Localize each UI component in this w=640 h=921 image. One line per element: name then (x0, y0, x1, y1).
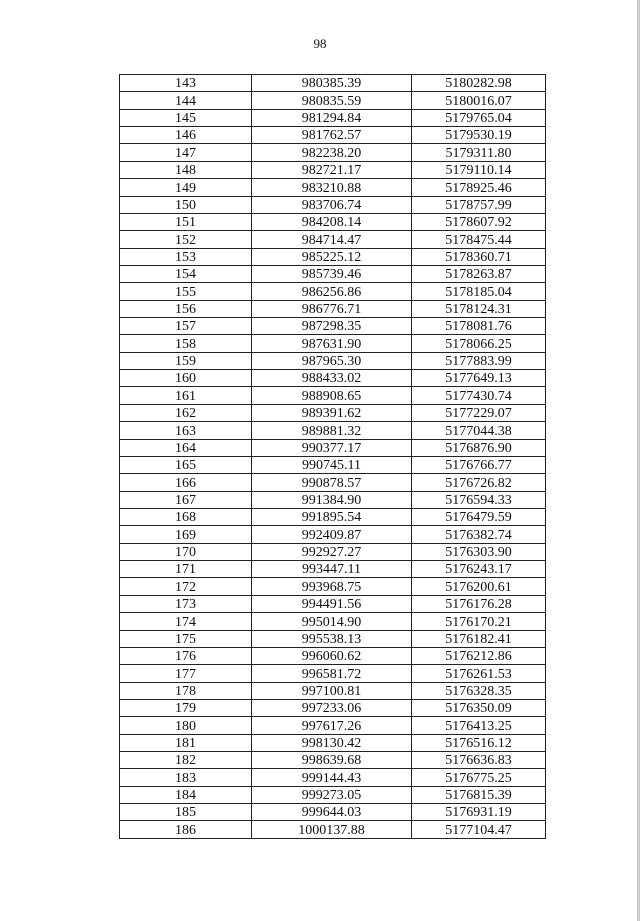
point-number-cell: 168 (120, 508, 252, 525)
table-row (120, 283, 546, 300)
y-coordinate-cell: 5178263.87 (412, 265, 546, 282)
x-coordinate-cell: 987298.35 (252, 318, 412, 335)
point-number-cell: 181 (120, 734, 252, 751)
x-coordinate-cell: 997100.81 (252, 682, 412, 699)
table-row (120, 92, 546, 109)
x-coordinate-cell: 998639.68 (252, 752, 412, 769)
table-row (120, 647, 546, 664)
point-number-cell: 173 (120, 595, 252, 612)
y-coordinate-cell: 5178925.46 (412, 179, 546, 196)
y-coordinate-cell: 5177104.47 (412, 821, 546, 838)
point-number-cell: 143 (120, 75, 252, 92)
y-coordinate-cell: 5176303.90 (412, 543, 546, 560)
y-coordinate-cell: 5176775.25 (412, 769, 546, 786)
x-coordinate-cell: 991895.54 (252, 508, 412, 525)
point-number-cell: 185 (120, 804, 252, 821)
table-row (120, 491, 546, 508)
table-row (120, 474, 546, 491)
point-number-cell: 156 (120, 300, 252, 317)
table-row (120, 422, 546, 439)
table-row (120, 804, 546, 821)
y-coordinate-cell: 5180016.07 (412, 92, 546, 109)
x-coordinate-cell: 986776.71 (252, 300, 412, 317)
point-number-cell: 169 (120, 526, 252, 543)
y-coordinate-cell: 5178607.92 (412, 213, 546, 230)
y-coordinate-cell: 5176382.74 (412, 526, 546, 543)
y-coordinate-cell: 5176413.25 (412, 717, 546, 734)
x-coordinate-cell: 987965.30 (252, 352, 412, 369)
y-coordinate-cell: 5176516.12 (412, 734, 546, 751)
x-coordinate-cell: 999144.43 (252, 769, 412, 786)
x-coordinate-cell: 990878.57 (252, 474, 412, 491)
table-row (120, 578, 546, 595)
point-number-cell: 174 (120, 613, 252, 630)
table-row (120, 543, 546, 560)
table-row (120, 352, 546, 369)
table-row (120, 699, 546, 716)
y-coordinate-cell: 5176931.19 (412, 804, 546, 821)
point-number-cell: 149 (120, 179, 252, 196)
table-row (120, 196, 546, 213)
x-coordinate-cell: 997233.06 (252, 699, 412, 716)
x-coordinate-cell: 982238.20 (252, 144, 412, 161)
table-row (120, 370, 546, 387)
y-coordinate-cell: 5178124.31 (412, 300, 546, 317)
point-number-cell: 159 (120, 352, 252, 369)
point-number-cell: 165 (120, 456, 252, 473)
x-coordinate-cell: 998130.42 (252, 734, 412, 751)
table-row (120, 387, 546, 404)
point-number-cell: 153 (120, 248, 252, 265)
x-coordinate-cell: 1000137.88 (252, 821, 412, 838)
point-number-cell: 170 (120, 543, 252, 560)
x-coordinate-cell: 999644.03 (252, 804, 412, 821)
y-coordinate-cell: 5176182.41 (412, 630, 546, 647)
x-coordinate-cell: 983706.74 (252, 196, 412, 213)
y-coordinate-cell: 5178757.99 (412, 196, 546, 213)
y-coordinate-cell: 5178081.76 (412, 318, 546, 335)
x-coordinate-cell: 999273.05 (252, 786, 412, 803)
x-coordinate-cell: 981762.57 (252, 127, 412, 144)
table-row (120, 821, 546, 838)
y-coordinate-cell: 5176170.21 (412, 613, 546, 630)
point-number-cell: 155 (120, 283, 252, 300)
x-coordinate-cell: 995538.13 (252, 630, 412, 647)
point-number-cell: 166 (120, 474, 252, 491)
y-coordinate-cell: 5178360.71 (412, 248, 546, 265)
point-number-cell: 163 (120, 422, 252, 439)
table-row (120, 161, 546, 178)
y-coordinate-cell: 5176328.35 (412, 682, 546, 699)
point-number-cell: 178 (120, 682, 252, 699)
table-row (120, 265, 546, 282)
y-coordinate-cell: 5179530.19 (412, 127, 546, 144)
y-coordinate-cell: 5177430.74 (412, 387, 546, 404)
point-number-cell: 186 (120, 821, 252, 838)
y-coordinate-cell: 5176261.53 (412, 665, 546, 682)
point-number-cell: 158 (120, 335, 252, 352)
point-number-cell: 184 (120, 786, 252, 803)
point-number-cell: 152 (120, 231, 252, 248)
table-row (120, 318, 546, 335)
x-coordinate-cell: 984714.47 (252, 231, 412, 248)
y-coordinate-cell: 5176212.86 (412, 647, 546, 664)
x-coordinate-cell: 985739.46 (252, 265, 412, 282)
x-coordinate-cell: 990377.17 (252, 439, 412, 456)
table-row (120, 127, 546, 144)
x-coordinate-cell: 989881.32 (252, 422, 412, 439)
point-number-cell: 164 (120, 439, 252, 456)
point-number-cell: 176 (120, 647, 252, 664)
y-coordinate-cell: 5177649.13 (412, 370, 546, 387)
x-coordinate-cell: 990745.11 (252, 456, 412, 473)
table-row (120, 335, 546, 352)
table-row (120, 630, 546, 647)
table-row (120, 404, 546, 421)
table-row (120, 595, 546, 612)
y-coordinate-cell: 5176479.59 (412, 508, 546, 525)
table-row (120, 717, 546, 734)
point-number-cell: 179 (120, 699, 252, 716)
y-coordinate-cell: 5179765.04 (412, 109, 546, 126)
table-row (120, 109, 546, 126)
x-coordinate-cell: 986256.86 (252, 283, 412, 300)
point-number-cell: 182 (120, 752, 252, 769)
x-coordinate-cell: 988908.65 (252, 387, 412, 404)
table-row (120, 439, 546, 456)
x-coordinate-cell: 994491.56 (252, 595, 412, 612)
point-number-cell: 172 (120, 578, 252, 595)
x-coordinate-cell: 993447.11 (252, 561, 412, 578)
point-number-cell: 175 (120, 630, 252, 647)
point-number-cell: 144 (120, 92, 252, 109)
table-row (120, 786, 546, 803)
y-coordinate-cell: 5176176.28 (412, 595, 546, 612)
y-coordinate-cell: 5176243.17 (412, 561, 546, 578)
point-number-cell: 145 (120, 109, 252, 126)
point-number-cell: 147 (120, 144, 252, 161)
table-row (120, 508, 546, 525)
x-coordinate-cell: 980385.39 (252, 75, 412, 92)
coordinate-table (119, 74, 546, 839)
table-row (120, 213, 546, 230)
table-row (120, 526, 546, 543)
y-coordinate-cell: 5176876.90 (412, 439, 546, 456)
y-coordinate-cell: 5176594.33 (412, 491, 546, 508)
y-coordinate-cell: 5176726.82 (412, 474, 546, 491)
y-coordinate-cell: 5177229.07 (412, 404, 546, 421)
x-coordinate-cell: 989391.62 (252, 404, 412, 421)
point-number-cell: 154 (120, 265, 252, 282)
x-coordinate-cell: 983210.88 (252, 179, 412, 196)
table-row (120, 179, 546, 196)
point-number-cell: 180 (120, 717, 252, 734)
table-row (120, 734, 546, 751)
point-number-cell: 183 (120, 769, 252, 786)
point-number-cell: 161 (120, 387, 252, 404)
y-coordinate-cell: 5176200.61 (412, 578, 546, 595)
point-number-cell: 146 (120, 127, 252, 144)
page-number: 98 (313, 36, 327, 51)
table-row (120, 231, 546, 248)
x-coordinate-cell: 981294.84 (252, 109, 412, 126)
x-coordinate-cell: 992927.27 (252, 543, 412, 560)
point-number-cell: 177 (120, 665, 252, 682)
point-number-cell: 150 (120, 196, 252, 213)
table-row (120, 144, 546, 161)
x-coordinate-cell: 987631.90 (252, 335, 412, 352)
x-coordinate-cell: 988433.02 (252, 370, 412, 387)
y-coordinate-cell: 5178185.04 (412, 283, 546, 300)
table-row (120, 300, 546, 317)
x-coordinate-cell: 996060.62 (252, 647, 412, 664)
table-row (120, 682, 546, 699)
x-coordinate-cell: 993968.75 (252, 578, 412, 595)
x-coordinate-cell: 985225.12 (252, 248, 412, 265)
point-number-cell: 160 (120, 370, 252, 387)
y-coordinate-cell: 5176350.09 (412, 699, 546, 716)
y-coordinate-cell: 5179110.14 (412, 161, 546, 178)
x-coordinate-cell: 984208.14 (252, 213, 412, 230)
point-number-cell: 148 (120, 161, 252, 178)
table-row (120, 769, 546, 786)
y-coordinate-cell: 5176815.39 (412, 786, 546, 803)
y-coordinate-cell: 5179311.80 (412, 144, 546, 161)
y-coordinate-cell: 5178066.25 (412, 335, 546, 352)
y-coordinate-cell: 5177883.99 (412, 352, 546, 369)
x-coordinate-cell: 991384.90 (252, 491, 412, 508)
y-coordinate-cell: 5176636.83 (412, 752, 546, 769)
x-coordinate-cell: 980835.59 (252, 92, 412, 109)
point-number-cell: 151 (120, 213, 252, 230)
x-coordinate-cell: 992409.87 (252, 526, 412, 543)
table-body (120, 75, 546, 839)
point-number-cell: 162 (120, 404, 252, 421)
x-coordinate-cell: 996581.72 (252, 665, 412, 682)
table-row (120, 456, 546, 473)
table-row (120, 752, 546, 769)
table-row (120, 613, 546, 630)
table-row (120, 75, 546, 92)
point-number-cell: 167 (120, 491, 252, 508)
y-coordinate-cell: 5180282.98 (412, 75, 546, 92)
table-row (120, 665, 546, 682)
y-coordinate-cell: 5177044.38 (412, 422, 546, 439)
point-number-cell: 157 (120, 318, 252, 335)
y-coordinate-cell: 5178475.44 (412, 231, 546, 248)
table-row (120, 248, 546, 265)
point-number-cell: 171 (120, 561, 252, 578)
x-coordinate-cell: 997617.26 (252, 717, 412, 734)
x-coordinate-cell: 995014.90 (252, 613, 412, 630)
x-coordinate-cell: 982721.17 (252, 161, 412, 178)
y-coordinate-cell: 5176766.77 (412, 456, 546, 473)
table-row (120, 561, 546, 578)
